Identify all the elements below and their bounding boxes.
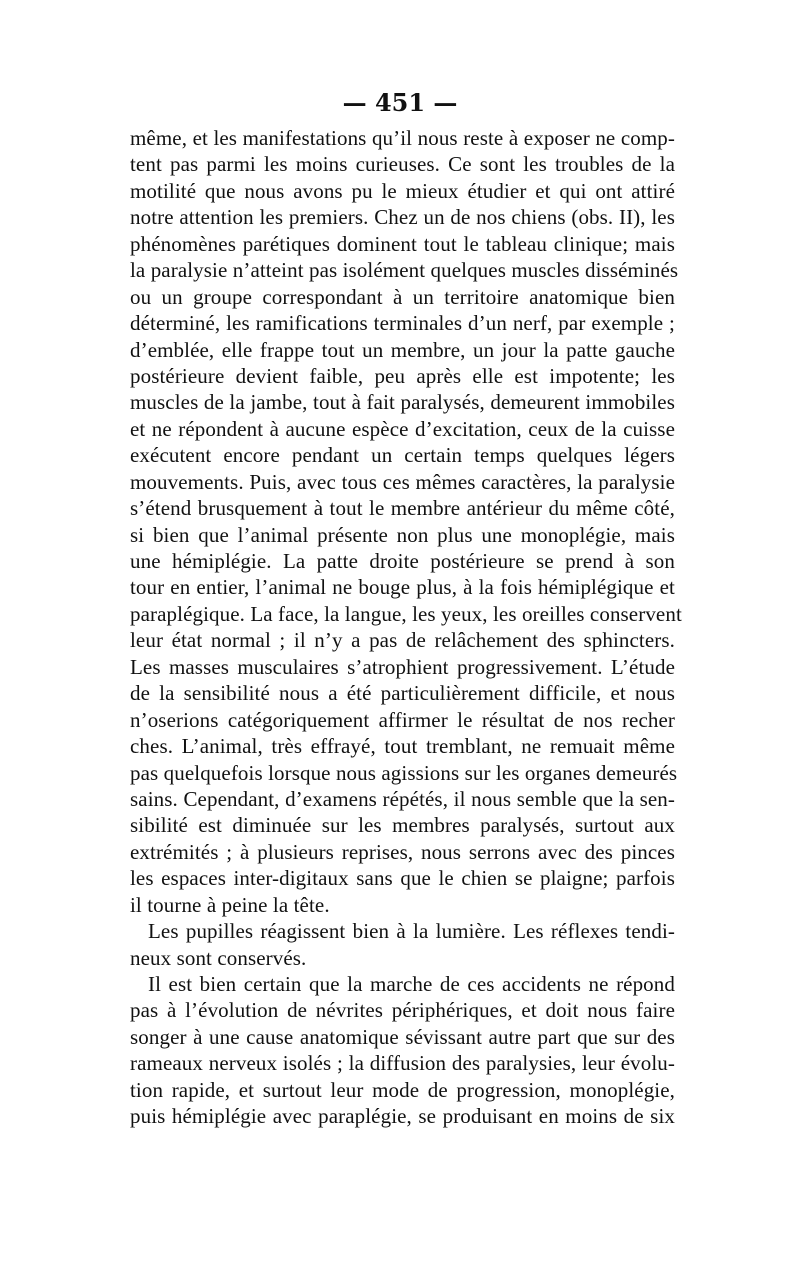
text-line: phénomènes parétiques dominent tout le tableau clinique; mais — [130, 231, 675, 256]
text-line: tion rapide, et surtout leur mode de progression, monoplégie, — [130, 1077, 675, 1102]
text-line: ches. L’animal, très effrayé, tout tremblant, ne remuait même — [130, 734, 675, 759]
text-line: neux sont conservés. — [130, 945, 307, 970]
text-line: songer à une cause anatomique sévissant autre part que sur des — [130, 1024, 675, 1049]
text-line: même, et les manifestations qu’il nous reste à exposer ne comp- — [130, 126, 675, 150]
text-line: une hémiplégie. La patte droite postérieure se prend à son — [130, 549, 675, 573]
text-line: pas quelquefois lorsque nous agissions sur les organes demeurés — [130, 760, 678, 785]
text-line: rameaux nerveux isolés ; la diffusion des paralysies, leur évolu- — [130, 1051, 675, 1076]
text-line: exécutent encore pendant un certain temps quelques légers — [130, 443, 675, 468]
text-line: motilité que nous avons pu le mieux étudier et qui ont attiré — [130, 178, 675, 203]
text-line: d’emblée, elle frappe tout un membre, un jour la patte gauche — [130, 337, 675, 362]
text-line: sains. Cependant, d’examens répétés, il nous semble que la sen- — [130, 786, 675, 811]
text-line: si bien que l’animal présente non plus une monoplégie, mais — [130, 522, 675, 547]
text-line: extrémités ; à plusieurs reprises, nous serrons avec des pinces — [130, 839, 675, 864]
text-line: s’étend brusquement à tout le membre antérieur du même côté, — [130, 496, 675, 521]
text-line: notre attention les premiers. Chez un de nos chiens (obs. II), les — [130, 205, 675, 230]
text-line: et ne répondent à aucune espèce d’excitation, ceux de la cuisse — [130, 416, 675, 441]
text-line: il tourne à peine la tête. — [130, 892, 330, 917]
text-line: leur état normal ; il n’y a pas de relâchement des sphincters. — [130, 628, 675, 653]
text-line: Les pupilles réagissent bien à la lumière. Les réflexes tendi- — [148, 919, 675, 944]
body-text — [130, 125, 682, 1130]
text-line: tent pas parmi les moins curieuses. Ce sont les troubles de la — [130, 152, 675, 177]
text-line: n’oserions catégoriquement affirmer le résultat de nos recher — [130, 707, 675, 732]
text-line: ou un groupe correspondant à un territoire anatomique bien — [130, 284, 675, 309]
text-line: postérieure devient faible, peu après elle est impotente; les — [130, 363, 675, 388]
text-line: tour en entier, l’animal ne bouge plus, à la fois hémiplégique et — [130, 575, 675, 600]
text-line: puis hémiplégie avec paraplégie, se produisant en moins de six — [130, 1104, 675, 1129]
text-line: Il est bien certain que la marche de ces accidents ne répond — [148, 972, 675, 996]
text-line: mouvements. Puis, avec tous ces mêmes caractères, la paralysie — [130, 469, 675, 494]
page-number: — 451 — — [342, 88, 458, 117]
text-line: sibilité est diminuée sur les membres paralysés, surtout aux — [130, 813, 675, 838]
text-line: de la sensibilité nous a été particulièrement difficile, et nous — [130, 681, 675, 706]
text-line: paraplégique. La face, la langue, les yeux, les oreilles conservent — [130, 601, 682, 626]
text-line: pas à l’évolution de névrites périphériques, et doit nous faire — [130, 998, 675, 1023]
text-line: les espaces inter-digitaux sans que le chien se plaigne; parfois — [130, 866, 675, 891]
text-line: la paralysie n’atteint pas isolément quelques muscles disséminés — [130, 258, 679, 283]
text-line: Les masses musculaires s’atrophient progressivement. L’étude — [130, 654, 675, 679]
text-line: déterminé, les ramifications terminales d’un nerf, par exemple ; — [130, 311, 675, 336]
text-line: muscles de la jambe, tout à fait paralysés, demeurent immobiles — [130, 390, 675, 415]
